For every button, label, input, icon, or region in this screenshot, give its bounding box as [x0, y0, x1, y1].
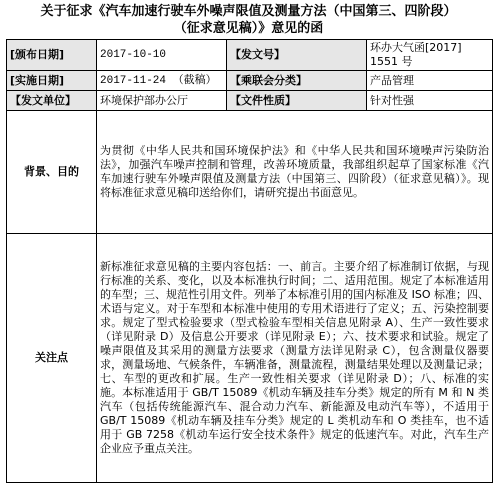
title-line-2: （征求意见稿）》意见的函 — [173, 21, 324, 36]
category-value: 产品管理 — [367, 71, 493, 91]
issuer-label: 【发文单位】 — [7, 91, 97, 111]
background-label: 背景、目的 — [7, 111, 97, 234]
impl-date-value: 2017-11-24 （截稿） — [97, 71, 227, 91]
info-table — [6, 39, 493, 483]
keypoints-label: 关注点 — [7, 234, 97, 483]
issue-date-label: [颁布日期] — [7, 40, 97, 71]
background-row — [7, 111, 493, 234]
type-label: 【文件性质】 — [227, 91, 367, 111]
keypoints-text: 新标准征求意见稿的主要内容包括：一、前言。主要介绍了标准制订依据，与现行标准的关系、变化，以及本标准执行时间；二、适用范围。规定了本标准适用的车型；三、规范性引用文件。列举了本标准引用的国内标准及 ISO 标准；四、术语与定义。对于车型和本标准中使用的专用术语进行了定义；五、污染控制要求。规定了型式检验要求（型式检验车型相关信息见附录 A）、生产一致性要求（详见附录 D）及信息公开要求（详见附录 E）；六、技术要求和试验。规定了噪声限值及其采用的测量方法要求（测量方法详见附录 C），包含测量仪器要求，测量场地、气候条件，车辆准备，测量流程，测量结果处理以及测量记录；七、车型的更改和扩展。生产一致性相关要求（详见附录 D）；八、标准的实施。本标准适用于 GB/T 15089《机动车辆及挂车分类》规定的所有 M 和 N 类汽车（包括传统能源汽车、混合动力汽车、新能源及电动汽车等），不适用于 GB/T 15089《机动车辆及挂车分类》规定的 L 类机动车和 O 类挂车，也不适用于 GB 7258《机动车运行安全技术条件》规定的低速汽车。对此，汽车生产企业应予重点关注。 — [97, 234, 493, 483]
type-value: 针对性强 — [367, 91, 493, 111]
keypoints-row — [7, 234, 493, 483]
background-text: 为贯彻《中华人民共和国环境保护法》和《中华人民共和国环境噪声污染防治法》，加强汽车噪声控制和管理，改善环境质量，我部组织起草了国家标准《汽车加速行驶车外噪声限值及测量方法（中国第三、四阶段）（征求意见稿）》。现将标准征求意见稿印送给你们，请研究提出书面意见。 — [97, 111, 493, 234]
issuer-value: 环境保护部办公厅 — [97, 91, 227, 111]
doc-no-label: 【发文号】 — [227, 40, 367, 71]
issue-date-value: 2017-10-10 — [97, 40, 227, 71]
title-line-1: 关于征求《汽车加速行驶车外噪声限值及测量方法（中国第三、四阶段） — [40, 4, 457, 19]
doc-no-value: 环办大气函[2017] 1551 号 — [367, 40, 493, 71]
document-title — [6, 3, 491, 37]
category-label: 【乘联会分类】 — [227, 71, 367, 91]
impl-row — [7, 71, 493, 91]
issuer-row — [7, 91, 493, 111]
issue-row — [7, 40, 493, 71]
impl-date-label: [实施日期] — [7, 71, 97, 91]
